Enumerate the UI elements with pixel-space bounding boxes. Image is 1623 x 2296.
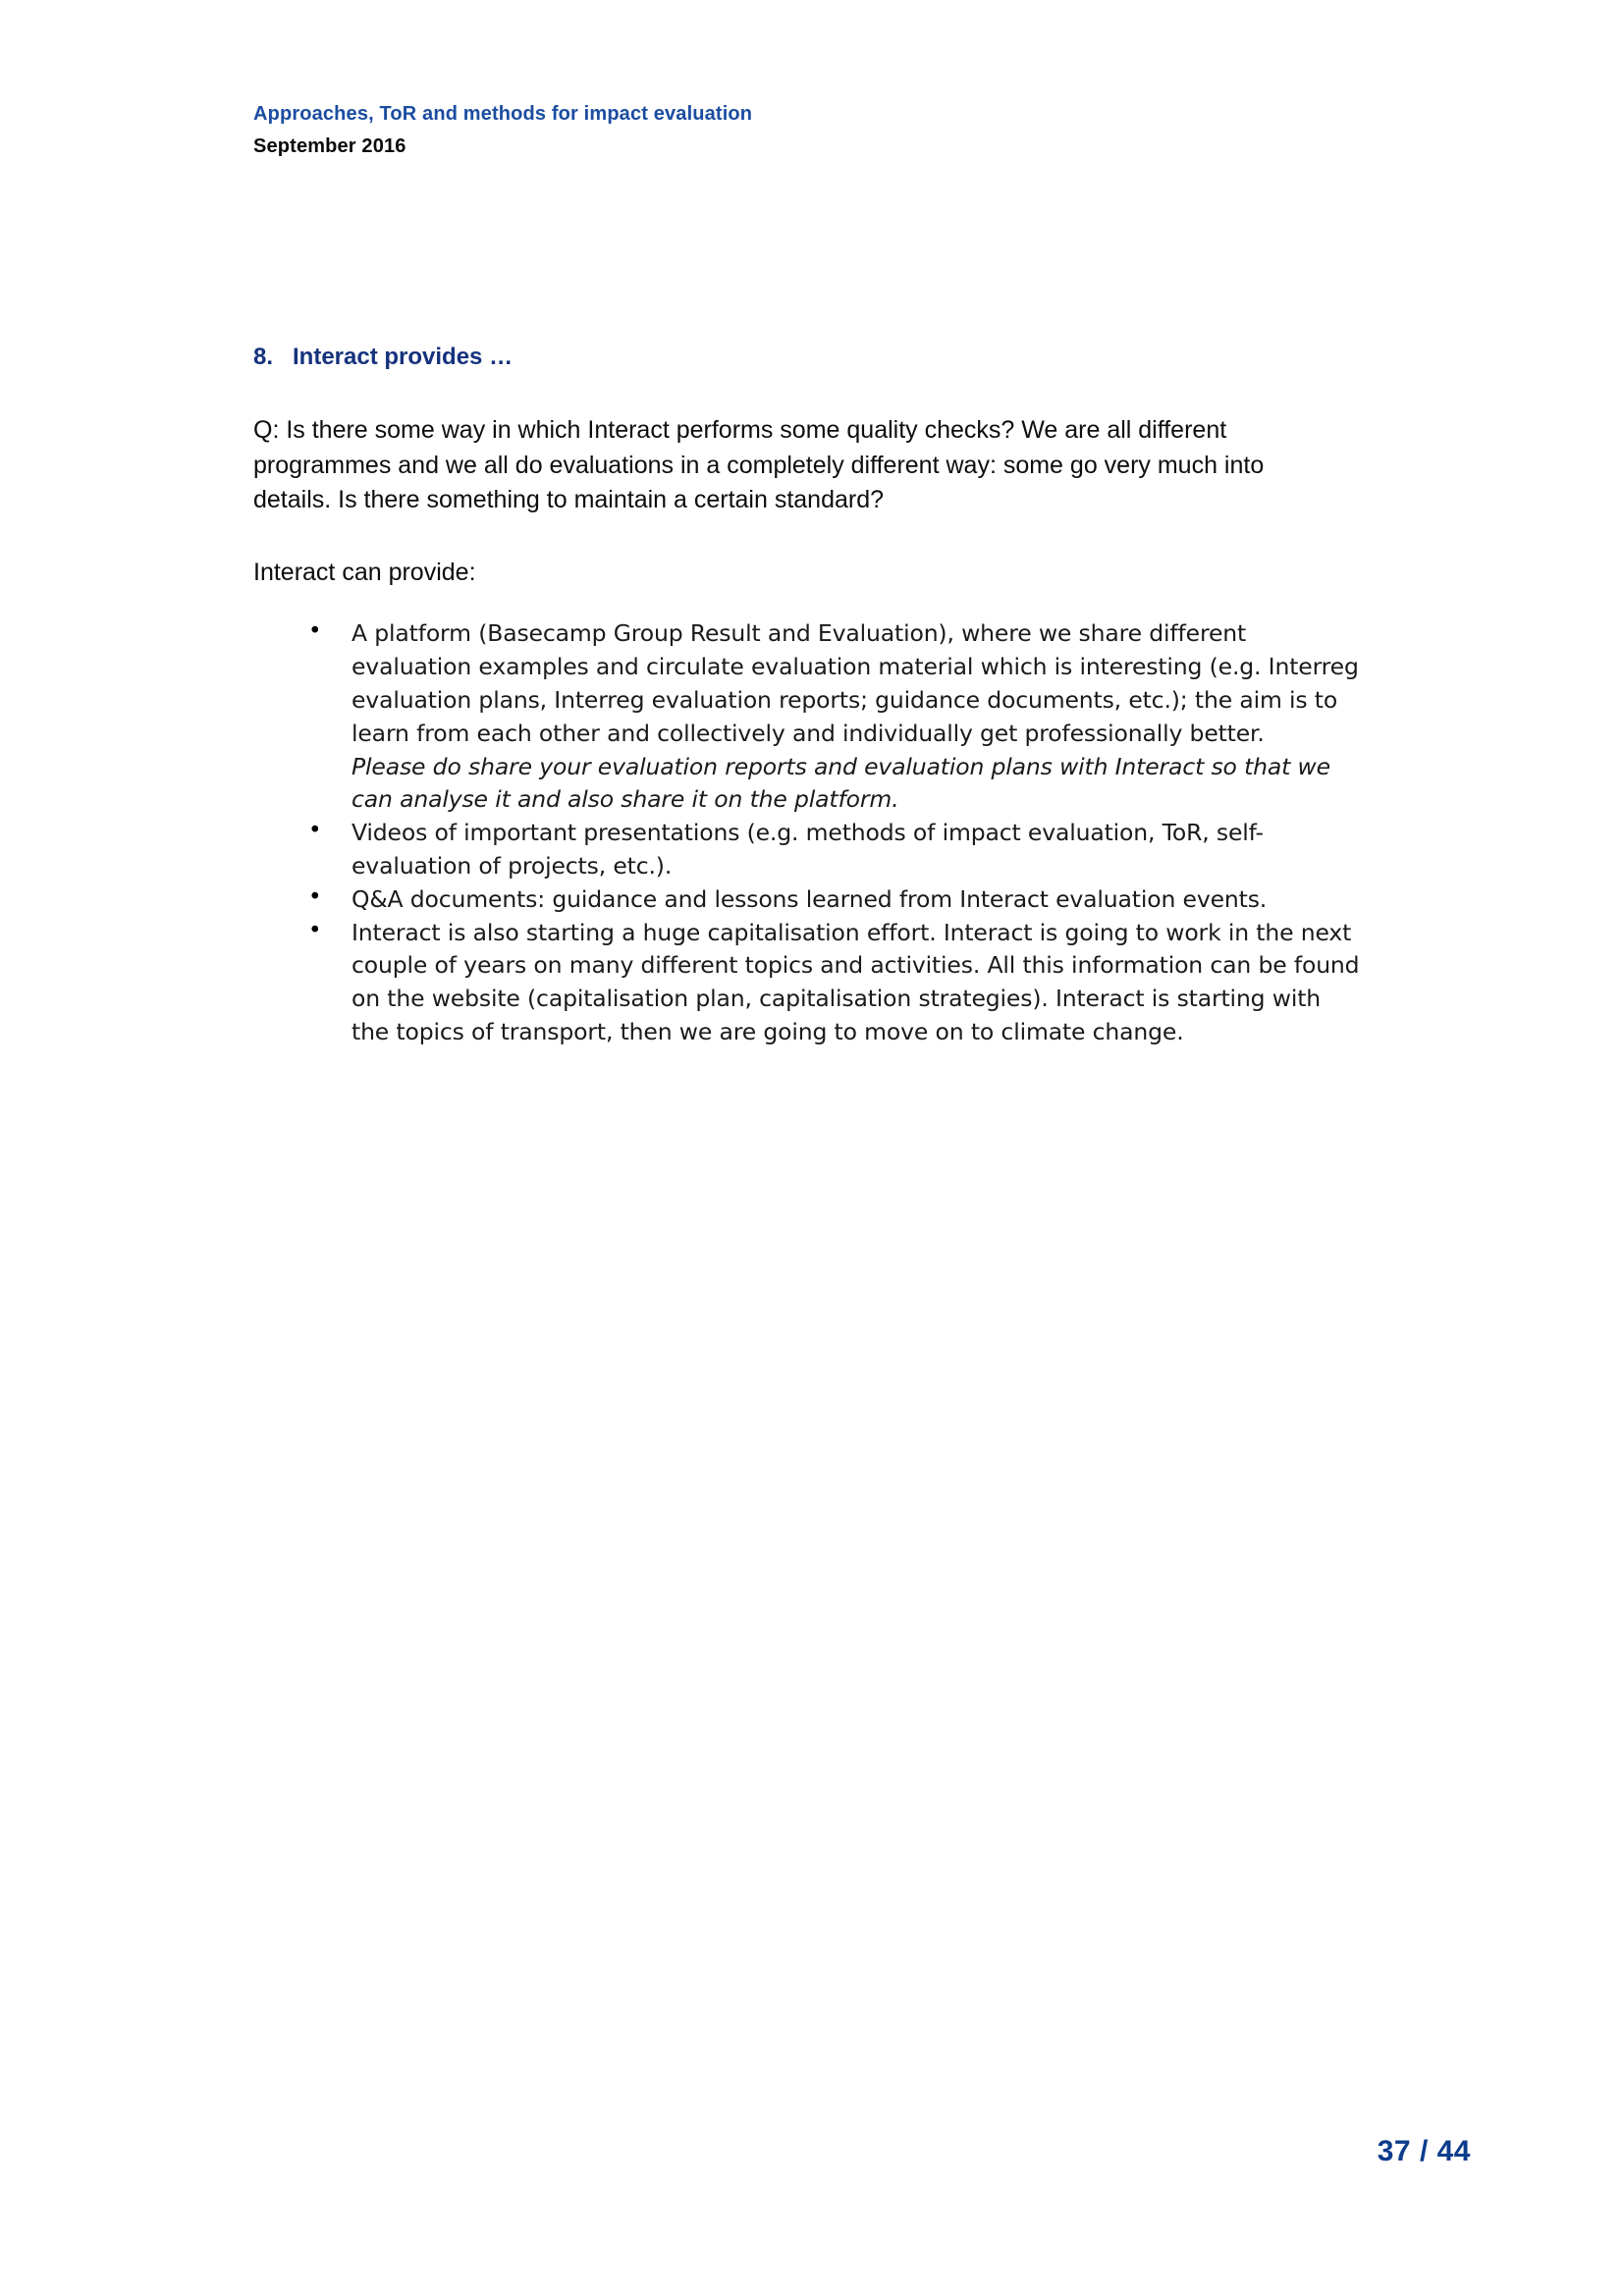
section-heading (253, 342, 1363, 372)
running-header (253, 100, 1353, 161)
list-item (253, 883, 1363, 917)
list-item (253, 817, 1363, 883)
lead-in-paragraph: Interact can provide: (253, 558, 476, 586)
header-document-title: Approaches, ToR and methods for impact evaluation (253, 103, 753, 125)
question-paragraph: Q: Is there some way in which Interact performs some quality checks? We are all different programmes and we all do evaluations in a completely different way: some go very much into details. Is there something to maintain a certain standard? (253, 416, 1265, 514)
list-item-italic-note: Please do share your evaluation reports and evaluation plans with Interact so that we can analyse it and also share it on the platform. (352, 752, 1330, 814)
section-number: 8. (253, 344, 274, 370)
page-content (253, 342, 1363, 1049)
list-item-text: Videos of important presentations (e.g. methods of impact evaluation, ToR, self-evaluation of projects, etc.). (352, 819, 1264, 880)
section-title: Interact provides … (293, 344, 514, 370)
page-number: 37 / 44 (1377, 2135, 1471, 2167)
list-item-text: A platform (Basecamp Group Result and Evaluation), where we share different evaluation examples and circulate evaluation material which is interesting (e.g. Interreg evaluation plans, Interreg evaluation reports; guidance documents, etc.); the aim is to learn from each other and collectively and individually get professionally better. (352, 619, 1359, 747)
provision-list (253, 617, 1363, 1049)
list-item-text: Q&A documents: guidance and lessons learned from Interact evaluation events. (352, 884, 1268, 913)
header-document-date: September 2016 (253, 135, 406, 157)
list-item (253, 617, 1363, 817)
list-item (253, 917, 1363, 1049)
list-item-text: Interact is also starting a huge capitalisation effort. Interact is going to work in the next couple of years on many different topics and activities. All this information can be found on the website (capitalisation plan, capitalisation strategies). Interact is starting with the topics of transport, then we are going to move on to climate change. (352, 918, 1360, 1046)
